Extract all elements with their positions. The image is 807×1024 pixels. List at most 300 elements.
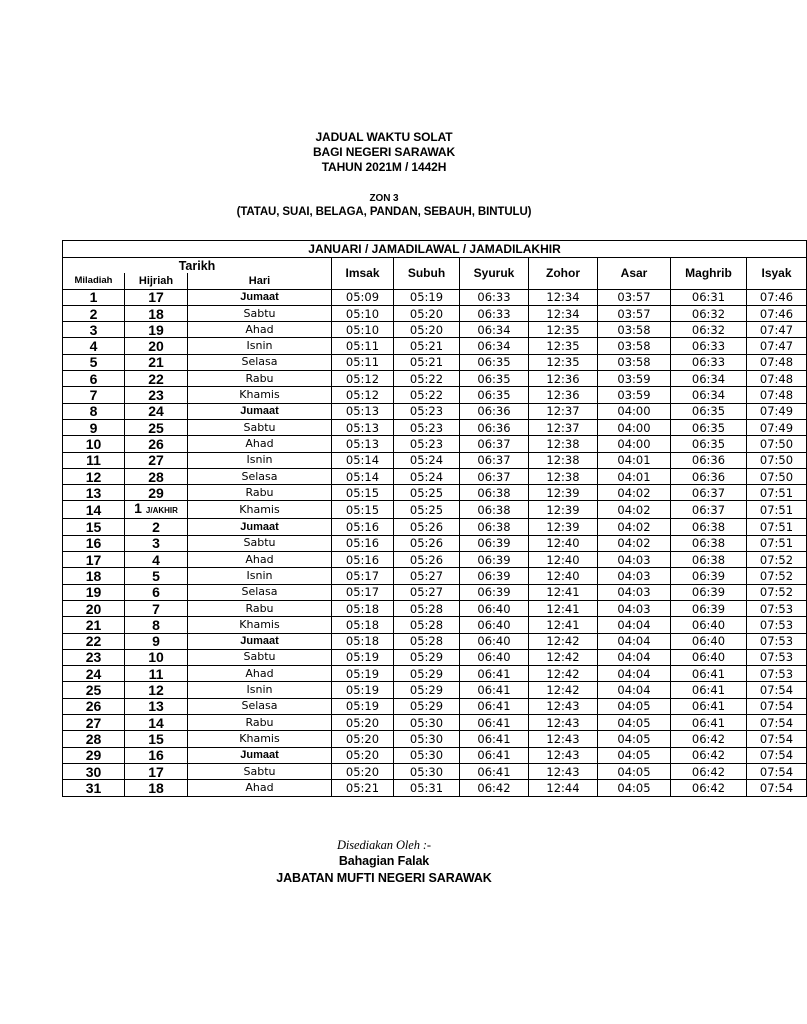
subuh-time: 05:24 [394,452,460,468]
miladiah-date: 10 [63,436,125,452]
subuh-time: 05:25 [394,501,460,519]
isyak-time: 07:53 [747,600,807,616]
maghrib-time: 06:38 [671,519,747,535]
hijriah-date [125,552,188,568]
maghrib-time: 06:31 [671,289,747,305]
miladiah-date: 9 [63,419,125,435]
hijriah-day: 4 [152,551,160,568]
table-row [63,354,807,370]
hijriah-day: 26 [148,435,164,452]
asar-time: 04:05 [598,780,671,796]
zohor-time: 12:43 [529,698,598,714]
asar-time: 03:58 [598,354,671,370]
asar-time: 04:00 [598,436,671,452]
syuruk-time: 06:40 [460,600,529,616]
imsak-time: 05:12 [332,371,394,387]
section-name: Bahagian Falak [338,854,430,868]
schedule-body [63,289,807,796]
hijriah-day: 14 [148,714,164,731]
syuruk-time: 06:40 [460,649,529,665]
table-row [63,452,807,468]
document-year: TAHUN 2021M / 1442H [321,160,447,174]
isyak-time: 07:50 [747,436,807,452]
hijriah-day: 12 [148,682,164,699]
day-name: Isnin [188,682,332,698]
syuruk-time: 06:37 [460,436,529,452]
hijriah-date [125,519,188,535]
syuruk-time: 06:39 [460,584,529,600]
maghrib-time: 06:34 [671,371,747,387]
imsak-time: 05:16 [332,535,394,551]
isyak-time: 07:51 [747,485,807,501]
hijriah-date [125,305,188,321]
day-name: Isnin [188,452,332,468]
miladiah-date: 6 [63,371,125,387]
document-title: JADUAL WAKTU SOLAT [315,130,453,144]
hijriah-date [125,682,188,698]
table-row [63,322,807,338]
syuruk-time: 06:33 [460,289,529,305]
day-name: Selasa [188,468,332,484]
asar-time: 04:05 [598,763,671,779]
isyak-time: 07:52 [747,584,807,600]
table-row [63,485,807,501]
maghrib-time: 06:42 [671,731,747,747]
subuh-time: 05:26 [394,535,460,551]
syuruk-time: 06:42 [460,780,529,796]
table-row [63,698,807,714]
miladiah-date: 25 [63,682,125,698]
table-row [63,305,807,321]
hijriah-date [125,338,188,354]
zohor-time: 12:42 [529,649,598,665]
day-name: Rabu [188,600,332,616]
miladiah-date: 24 [63,666,125,682]
zohor-time: 12:43 [529,715,598,731]
day-name: Jumaat [188,289,332,305]
hijriah-date [125,354,188,370]
miladiah-date: 21 [63,617,125,633]
zohor-time: 12:43 [529,731,598,747]
hijriah-date [125,715,188,731]
hijriah-date [125,289,188,305]
hijriah-day: 22 [148,370,164,387]
asar-time: 04:05 [598,747,671,763]
imsak-time: 05:18 [332,617,394,633]
maghrib-time: 06:35 [671,403,747,419]
miladiah-date: 16 [63,535,125,551]
isyak-time: 07:47 [747,338,807,354]
day-name: Rabu [188,715,332,731]
hijriah-date [125,763,188,779]
isyak-time: 07:54 [747,682,807,698]
miladiah-date: 28 [63,731,125,747]
table-row [63,633,807,649]
miladiah-date: 31 [63,780,125,796]
syuruk-time: 06:40 [460,633,529,649]
zohor-time: 12:35 [529,322,598,338]
table-row [63,600,807,616]
subuh-time: 05:28 [394,633,460,649]
isyak-time: 07:52 [747,568,807,584]
miladiah-date: 17 [63,552,125,568]
syuruk-time: 06:41 [460,731,529,747]
day-name: Ahad [188,322,332,338]
day-name: Isnin [188,568,332,584]
asar-time: 04:04 [598,666,671,682]
isyak-time: 07:48 [747,371,807,387]
imsak-time: 05:16 [332,519,394,535]
imsak-time: 05:16 [332,552,394,568]
miladiah-date: 12 [63,468,125,484]
asar-time: 04:05 [598,715,671,731]
zone-areas: (TATAU, SUAI, BELAGA, PANDAN, SEBAUH, BINTULU) [236,206,532,218]
hijriah-day: 1 [134,500,142,517]
asar-time: 04:03 [598,600,671,616]
hijriah-day: 3 [152,535,160,552]
maghrib-time: 06:38 [671,552,747,568]
day-name: Khamis [188,387,332,403]
syuruk-time: 06:34 [460,338,529,354]
isyak-time: 07:53 [747,617,807,633]
subuh-time: 05:21 [394,354,460,370]
asar-time: 03:57 [598,289,671,305]
imsak-time: 05:10 [332,305,394,321]
zohor-time: 12:41 [529,600,598,616]
subuh-time: 05:29 [394,698,460,714]
table-row [63,535,807,551]
zohor-header: Zohor [529,258,598,290]
zohor-time: 12:43 [529,763,598,779]
maghrib-time: 06:33 [671,354,747,370]
day-name: Khamis [188,617,332,633]
imsak-time: 05:19 [332,649,394,665]
zone-info [0,192,768,220]
imsak-time: 05:20 [332,747,394,763]
syuruk-time: 06:41 [460,747,529,763]
zohor-time: 12:38 [529,468,598,484]
month-title: JANUARI / JAMADILAWAL / JAMADILAKHIR [63,241,807,258]
imsak-time: 05:18 [332,600,394,616]
hijriah-day: 18 [148,305,164,322]
maghrib-time: 06:37 [671,485,747,501]
imsak-time: 05:19 [332,698,394,714]
subuh-time: 05:28 [394,617,460,633]
imsak-time: 05:11 [332,338,394,354]
zohor-time: 12:39 [529,519,598,535]
imsak-time: 05:17 [332,584,394,600]
hijriah-date [125,419,188,435]
zohor-time: 12:38 [529,452,598,468]
isyak-time: 07:53 [747,633,807,649]
maghrib-time: 06:41 [671,666,747,682]
zohor-time: 12:42 [529,682,598,698]
isyak-time: 07:47 [747,322,807,338]
miladiah-date: 11 [63,452,125,468]
asar-time: 04:03 [598,584,671,600]
maghrib-time: 06:40 [671,649,747,665]
table-row [63,387,807,403]
document-subtitle: BAGI NEGERI SARAWAK [312,145,456,159]
isyak-time: 07:49 [747,419,807,435]
miladiah-date: 30 [63,763,125,779]
table-row [63,419,807,435]
hijriah-day: 5 [152,567,160,584]
miladiah-date: 18 [63,568,125,584]
asar-time: 04:02 [598,535,671,551]
isyak-time: 07:51 [747,519,807,535]
table-row [63,501,807,519]
table-row [63,371,807,387]
hijriah-day: 17 [148,763,164,780]
imsak-time: 05:19 [332,666,394,682]
isyak-time: 07:54 [747,715,807,731]
tarikh-header: Tarikh [63,258,332,274]
hijriah-day: 18 [148,779,164,796]
isyak-time: 07:48 [747,354,807,370]
isyak-header: Isyak [747,258,807,290]
day-name: Sabtu [188,763,332,779]
hijriah-day: 20 [148,338,164,355]
day-name: Jumaat [188,633,332,649]
syuruk-time: 06:33 [460,305,529,321]
hijriah-date [125,322,188,338]
imsak-time: 05:18 [332,633,394,649]
syuruk-time: 06:40 [460,617,529,633]
maghrib-time: 06:42 [671,747,747,763]
day-name: Sabtu [188,305,332,321]
zohor-time: 12:44 [529,780,598,796]
maghrib-time: 06:35 [671,419,747,435]
hijriah-day: 28 [148,468,164,485]
maghrib-time: 06:35 [671,436,747,452]
syuruk-time: 06:37 [460,452,529,468]
table-row [63,519,807,535]
miladiah-date: 20 [63,600,125,616]
subuh-time: 05:29 [394,666,460,682]
zohor-time: 12:34 [529,289,598,305]
zohor-time: 12:37 [529,419,598,435]
syuruk-time: 06:34 [460,322,529,338]
subuh-time: 05:29 [394,682,460,698]
imsak-time: 05:13 [332,419,394,435]
imsak-time: 05:20 [332,763,394,779]
hijriah-day: 13 [148,698,164,715]
zohor-time: 12:42 [529,633,598,649]
syuruk-time: 06:39 [460,535,529,551]
table-row [63,436,807,452]
miladiah-date: 8 [63,403,125,419]
hijriah-date [125,584,188,600]
day-name: Selasa [188,354,332,370]
maghrib-time: 06:32 [671,322,747,338]
imsak-time: 05:15 [332,485,394,501]
imsak-time: 05:17 [332,568,394,584]
asar-header: Asar [598,258,671,290]
asar-time: 04:01 [598,468,671,484]
subuh-time: 05:30 [394,763,460,779]
zohor-time: 12:37 [529,403,598,419]
hijriah-date [125,731,188,747]
subuh-time: 05:29 [394,649,460,665]
zohor-time: 12:35 [529,354,598,370]
table-row [63,552,807,568]
miladiah-date: 15 [63,519,125,535]
imsak-time: 05:21 [332,780,394,796]
document-footer [0,837,768,887]
day-name: Ahad [188,552,332,568]
imsak-time: 05:15 [332,501,394,519]
subuh-time: 05:22 [394,387,460,403]
hijriah-date [125,649,188,665]
isyak-time: 07:50 [747,468,807,484]
asar-time: 04:03 [598,568,671,584]
subuh-header: Subuh [394,258,460,290]
zohor-time: 12:42 [529,666,598,682]
miladiah-date: 7 [63,387,125,403]
zohor-time: 12:41 [529,584,598,600]
miladiah-date: 29 [63,747,125,763]
table-row [63,468,807,484]
zohor-time: 12:40 [529,535,598,551]
day-name: Selasa [188,698,332,714]
asar-time: 03:59 [598,371,671,387]
maghrib-time: 06:41 [671,698,747,714]
subuh-time: 05:20 [394,305,460,321]
day-name: Khamis [188,501,332,519]
hijriah-date [125,600,188,616]
asar-time: 04:03 [598,552,671,568]
imsak-time: 05:14 [332,452,394,468]
subuh-time: 05:27 [394,568,460,584]
asar-time: 04:05 [598,731,671,747]
hijriah-date [125,780,188,796]
syuruk-time: 06:41 [460,715,529,731]
table-row [63,747,807,763]
day-name: Sabtu [188,419,332,435]
hijriah-date [125,617,188,633]
imsak-time: 05:09 [332,289,394,305]
subuh-time: 05:24 [394,468,460,484]
isyak-time: 07:50 [747,452,807,468]
zohor-time: 12:40 [529,568,598,584]
imsak-time: 05:10 [332,322,394,338]
table-row [63,649,807,665]
hijriah-day: 7 [152,600,160,617]
miladiah-date: 2 [63,305,125,321]
hijriah-date [125,501,188,519]
hijriah-date [125,535,188,551]
day-name: Khamis [188,731,332,747]
hijriah-day: 25 [148,419,164,436]
hijriah-date [125,633,188,649]
isyak-time: 07:51 [747,501,807,519]
syuruk-time: 06:39 [460,552,529,568]
day-name: Sabtu [188,649,332,665]
zohor-time: 12:39 [529,485,598,501]
hijriah-day: 19 [148,321,164,338]
hijriah-day: 8 [152,616,160,633]
maghrib-header: Maghrib [671,258,747,290]
zohor-time: 12:36 [529,371,598,387]
asar-time: 04:04 [598,649,671,665]
subuh-time: 05:31 [394,780,460,796]
asar-time: 04:02 [598,501,671,519]
table-row [63,617,807,633]
hijriah-date [125,468,188,484]
hijriah-day: 10 [148,649,164,666]
syuruk-time: 06:36 [460,419,529,435]
imsak-time: 05:12 [332,387,394,403]
subuh-time: 05:20 [394,322,460,338]
hijriah-day: 6 [152,584,160,601]
zohor-time: 12:38 [529,436,598,452]
maghrib-time: 06:32 [671,305,747,321]
hijriah-day: 16 [148,747,164,764]
table-row [63,682,807,698]
maghrib-time: 06:36 [671,452,747,468]
zohor-time: 12:34 [529,305,598,321]
maghrib-time: 06:34 [671,387,747,403]
table-row [63,731,807,747]
table-row [63,780,807,796]
table-row [63,584,807,600]
syuruk-time: 06:35 [460,371,529,387]
table-row [63,338,807,354]
maghrib-time: 06:36 [671,468,747,484]
hijriah-month-marker: J/AKHIR [145,506,178,516]
miladiah-date: 1 [63,289,125,305]
miladiah-date: 22 [63,633,125,649]
day-name: Rabu [188,371,332,387]
isyak-time: 07:54 [747,747,807,763]
imsak-time: 05:11 [332,354,394,370]
syuruk-time: 06:37 [460,468,529,484]
subuh-time: 05:23 [394,403,460,419]
day-name: Rabu [188,485,332,501]
maghrib-time: 06:41 [671,715,747,731]
subuh-time: 05:19 [394,289,460,305]
syuruk-time: 06:35 [460,387,529,403]
isyak-time: 07:54 [747,780,807,796]
asar-time: 04:01 [598,452,671,468]
isyak-time: 07:54 [747,763,807,779]
subuh-time: 05:27 [394,584,460,600]
maghrib-time: 06:40 [671,617,747,633]
asar-time: 04:00 [598,403,671,419]
syuruk-time: 06:39 [460,568,529,584]
asar-time: 04:02 [598,485,671,501]
zohor-time: 12:43 [529,747,598,763]
asar-time: 04:00 [598,419,671,435]
miladiah-date: 14 [63,501,125,519]
imsak-time: 05:14 [332,468,394,484]
day-name: Selasa [188,584,332,600]
day-name: Ahad [188,780,332,796]
syuruk-time: 06:41 [460,763,529,779]
asar-time: 04:05 [598,698,671,714]
syuruk-time: 06:41 [460,698,529,714]
isyak-time: 07:52 [747,552,807,568]
department-name: JABATAN MUFTI NEGERI SARAWAK [276,871,492,885]
hijriah-day: 27 [148,452,164,469]
isyak-time: 07:54 [747,731,807,747]
isyak-time: 07:51 [747,535,807,551]
maghrib-time: 06:42 [671,780,747,796]
hijriah-day: 24 [148,403,164,420]
miladiah-date: 5 [63,354,125,370]
subuh-time: 05:26 [394,519,460,535]
